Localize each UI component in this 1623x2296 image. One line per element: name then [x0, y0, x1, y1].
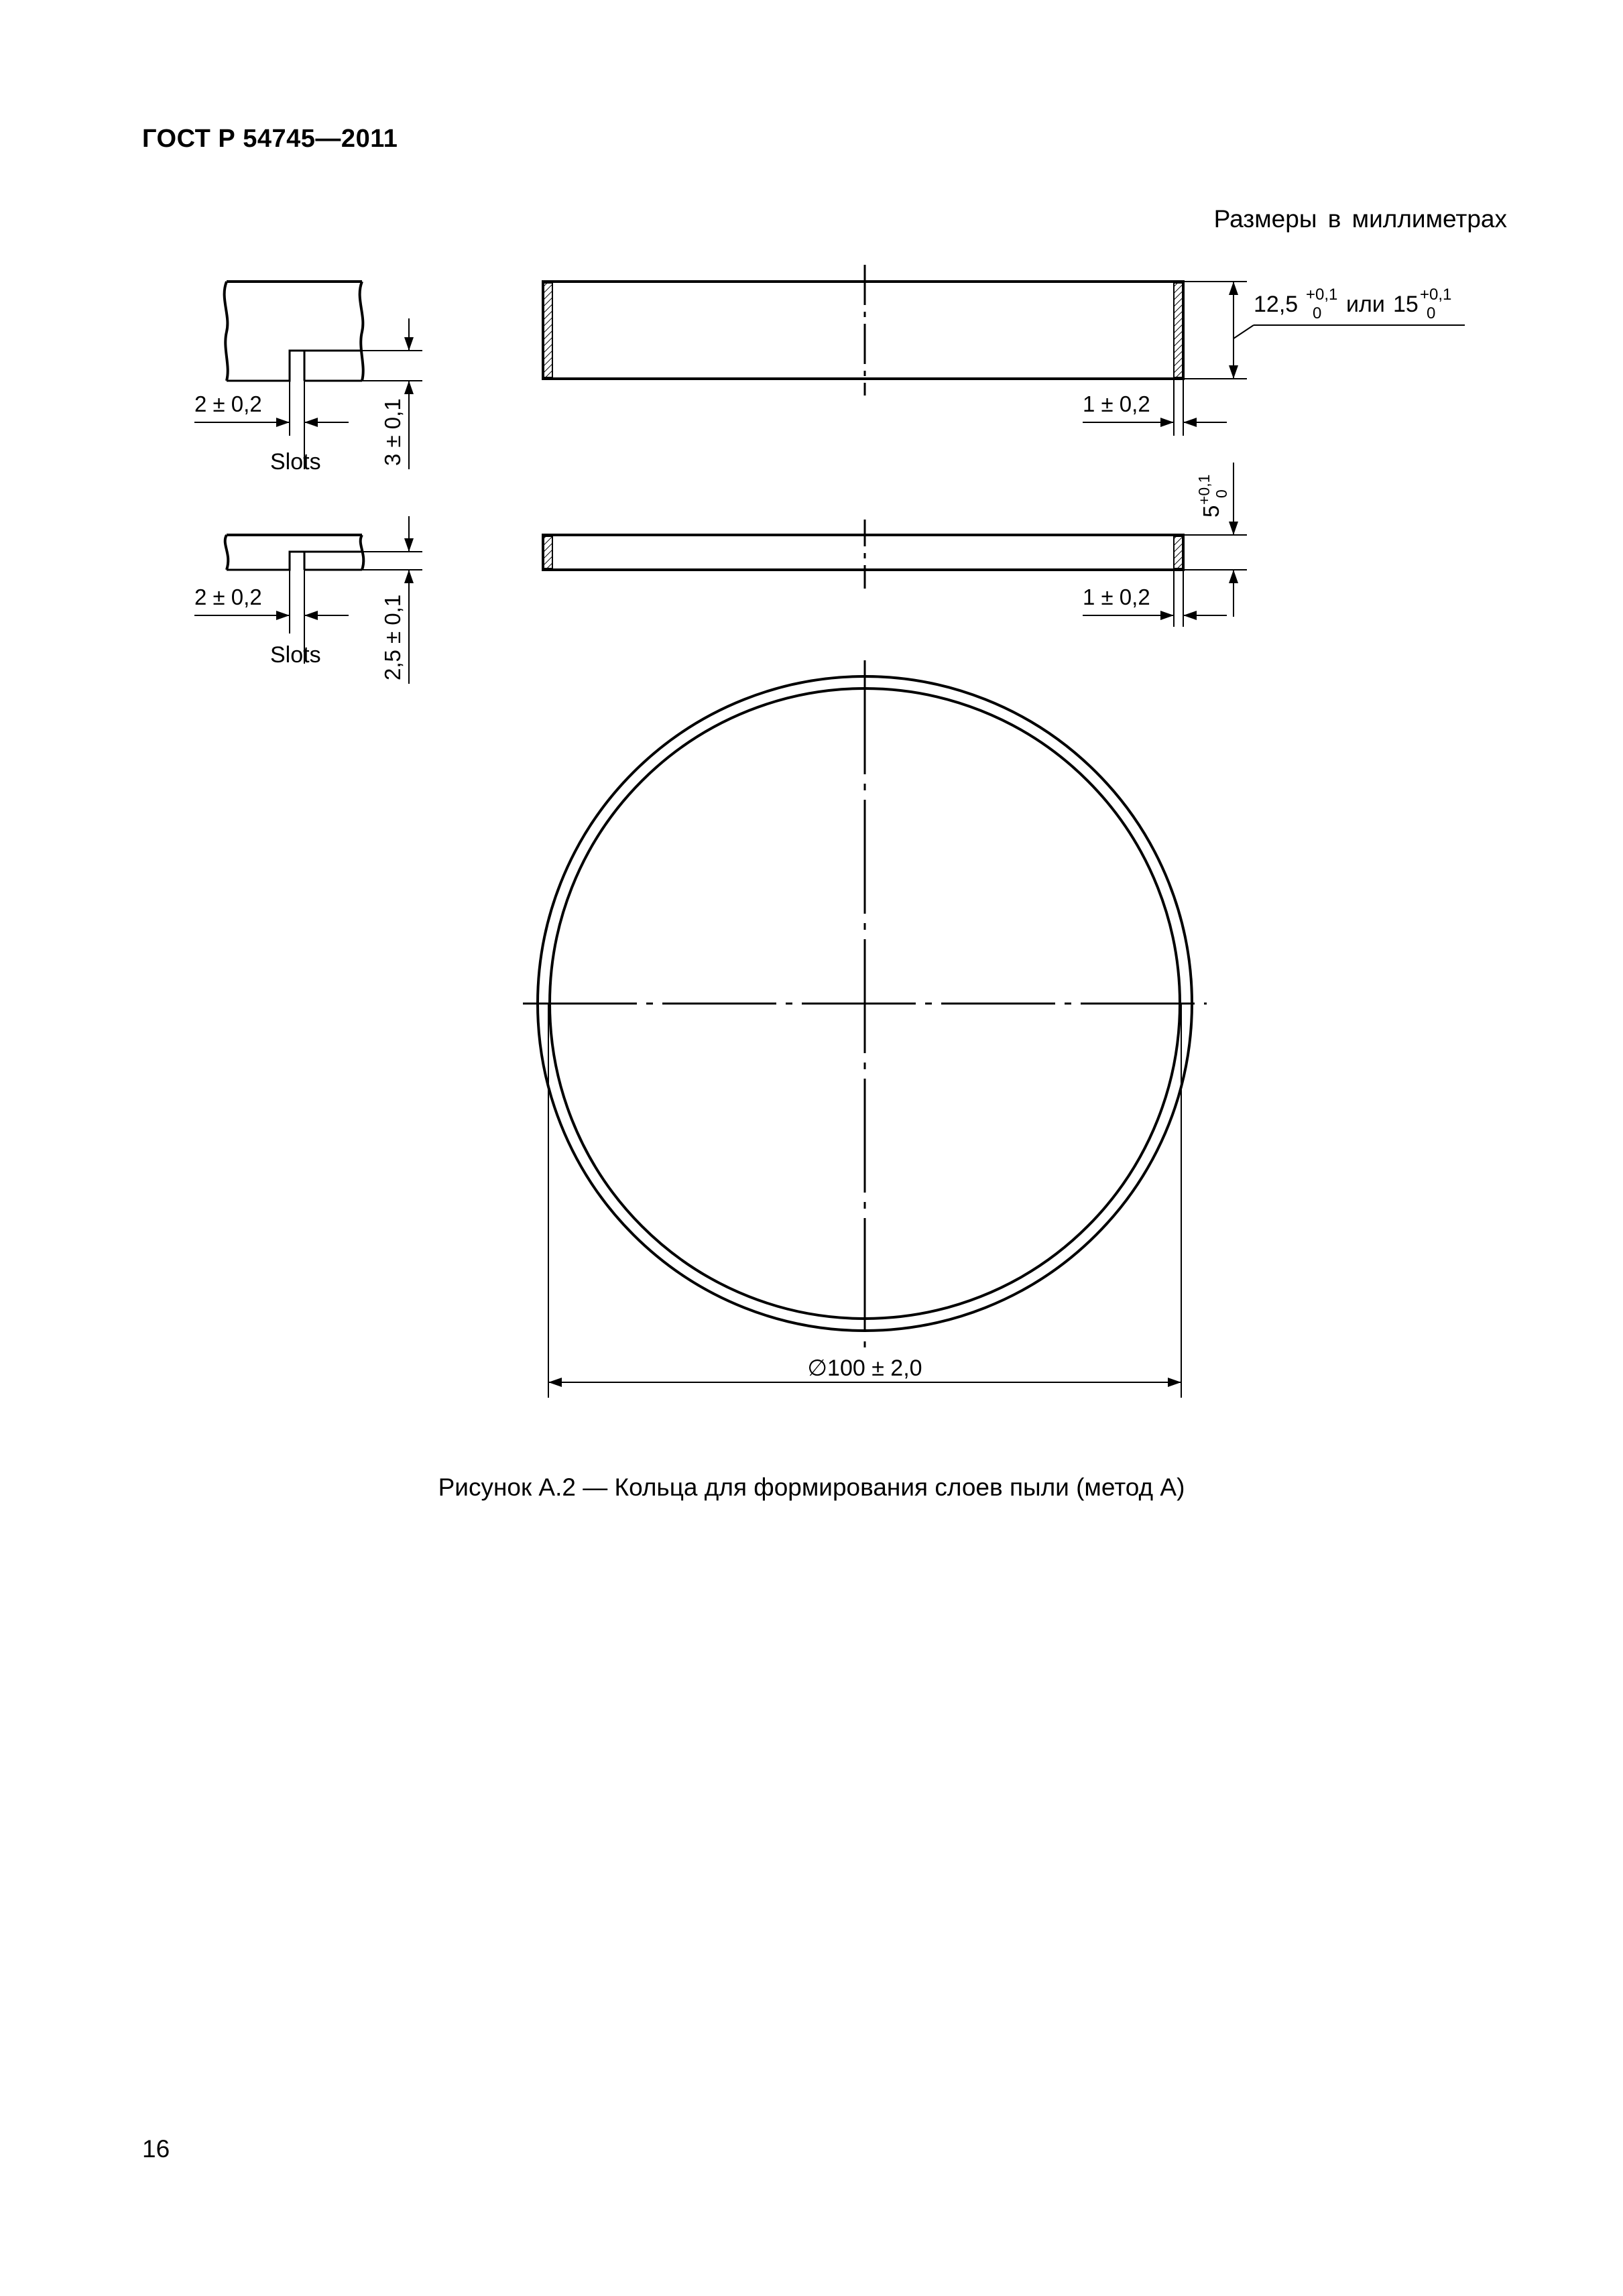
page-number: 16 [142, 2135, 170, 2163]
svg-text:12,5: 12,5 [1254, 292, 1299, 317]
short-ring-height-dim [1195, 475, 1230, 518]
svg-text:+0,1: +0,1 [1195, 474, 1213, 505]
svg-text:+0,1: +0,1 [1306, 286, 1338, 304]
slot-width-dim-bottom: 2 ± 0,2 [194, 585, 262, 609]
slot-depth-tall-dim: 3 ± 0,1 [380, 398, 405, 466]
units-note: Размеры в миллиметрах [1213, 205, 1507, 233]
svg-text:15: 15 [1393, 292, 1419, 317]
diameter-dim: ∅100 ± 2,0 [807, 1355, 922, 1381]
ring-plan-view [523, 660, 1207, 1347]
slot-width-dim-top: 2 ± 0,2 [194, 391, 262, 416]
tall-ring-side-view [543, 265, 1183, 396]
svg-text:или: или [1346, 292, 1385, 317]
wall-thickness-dim-bottom: 1 ± 0,2 [1083, 585, 1150, 609]
svg-text:0: 0 [1213, 489, 1230, 498]
slot-depth-short-dim: 2,5 ± 0,1 [380, 594, 405, 680]
svg-text:0: 0 [1313, 304, 1322, 322]
svg-text:5: 5 [1199, 505, 1223, 518]
wall-thickness-dim-top: 1 ± 0,2 [1083, 391, 1150, 416]
short-slot-detail [225, 535, 364, 570]
figure-caption: Рисунок А.2 — Кольца для формирования слоев пыли (метод А) [438, 1473, 1185, 1501]
slots-label-top: Slots [270, 449, 321, 475]
document-header: ГОСТ Р 54745—2011 [142, 125, 398, 153]
svg-text:0: 0 [1427, 304, 1436, 322]
tall-ring-height-dim [1254, 286, 1451, 322]
slots-label-bottom: Slots [270, 642, 321, 668]
tall-slot-detail [225, 282, 363, 381]
svg-text:+0,1: +0,1 [1420, 286, 1452, 304]
short-ring-side-view [543, 520, 1183, 589]
